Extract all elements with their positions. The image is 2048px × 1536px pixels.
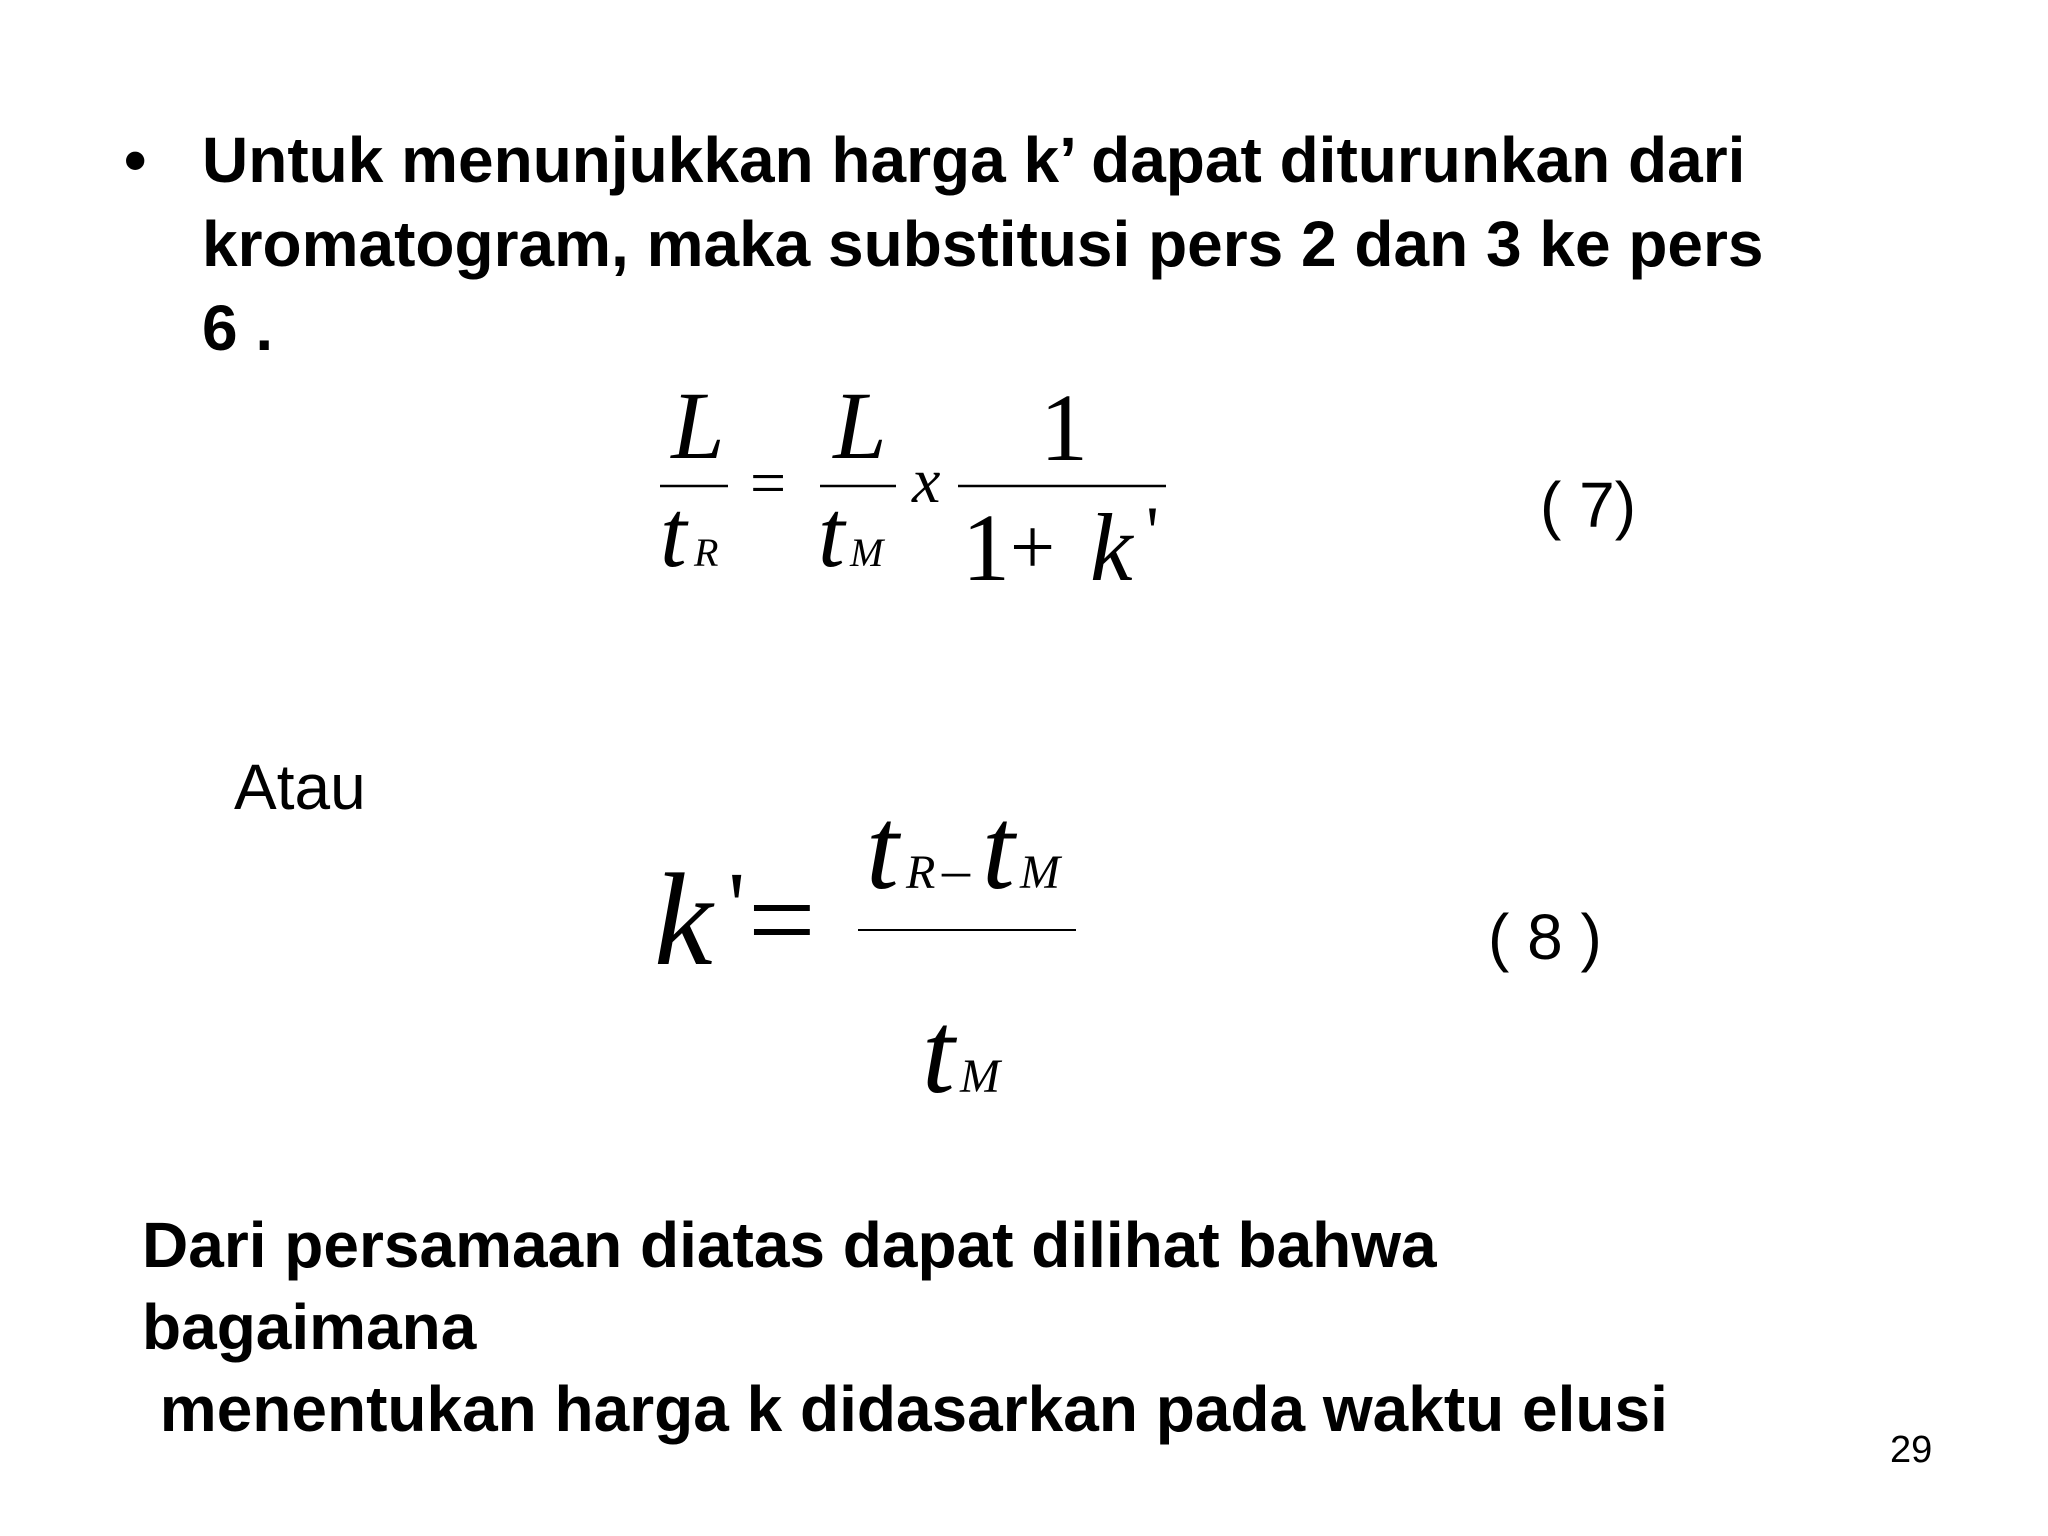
eq8-num-t1: t xyxy=(866,783,899,914)
conclusion-paragraph xyxy=(142,1204,1942,1450)
eq7-equals: = xyxy=(750,447,787,518)
atau-label: Atau xyxy=(234,751,366,823)
eq7-rhs-den-prime: ' xyxy=(1146,492,1159,572)
intro-line-1: Untuk menunjukkan harga k’ dapat diturunkan dari xyxy=(202,124,1746,196)
eq8-lhs-prime: ' xyxy=(728,852,746,959)
page-number: 29 xyxy=(1890,1429,1933,1471)
eq7-lhs-denominator-t: t xyxy=(660,480,687,587)
eq8-equals: = xyxy=(748,853,816,986)
eq8-num-sub2: M xyxy=(1020,846,1060,899)
equation-7-number: ( 7) xyxy=(1540,469,1636,541)
bullet-marker: • xyxy=(124,124,147,196)
eq8-lhs-k: k xyxy=(654,846,713,993)
eq7-lhs-denominator-sub: R xyxy=(694,530,719,575)
eq8-num-minus: – xyxy=(942,839,970,901)
conclusion-line-2: bagaimana xyxy=(142,1291,477,1363)
eq7-mid-numerator: L xyxy=(833,372,887,479)
eq8-den-t: t xyxy=(922,987,955,1118)
equation-8-number: ( 8 ) xyxy=(1488,901,1602,973)
eq8-den-sub: M xyxy=(960,1050,1000,1103)
eq7-mid-denominator-sub: M xyxy=(850,530,884,575)
intro-line-2: kromatogram, maka substitusi pers 2 dan 3 ke pers xyxy=(202,208,1764,280)
intro-line-3: 6 . xyxy=(202,292,274,364)
conclusion-line-1: Dari persamaan diatas dapat dilihat bahwa xyxy=(142,1209,1437,1281)
eq7-rhs-den-k: k xyxy=(1090,494,1133,601)
eq7-mid-denominator-t: t xyxy=(818,480,845,587)
eq7-times: x xyxy=(912,445,941,516)
eq7-rhs-den-one: 1 xyxy=(962,494,1010,601)
eq8-num-sub1: R xyxy=(906,846,936,899)
eq7-lhs-numerator: L xyxy=(671,372,725,479)
conclusion-line-3: menentukan harga k didasarkan pada waktu elusi xyxy=(142,1373,1668,1445)
eq7-rhs-den-plus: + xyxy=(1010,504,1056,592)
eq8-num-t2: t xyxy=(982,783,1015,914)
eq7-rhs-numerator: 1 xyxy=(1040,374,1088,481)
